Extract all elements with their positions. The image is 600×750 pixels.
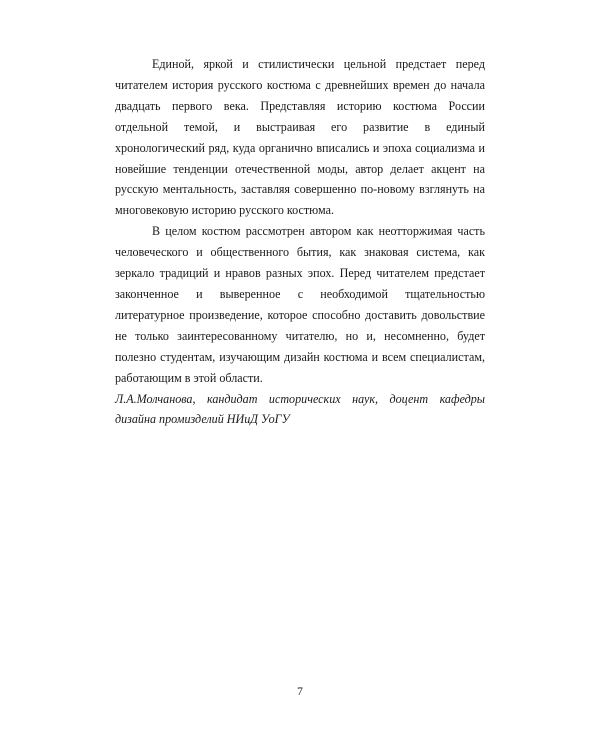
page-number: 7 [297, 686, 303, 698]
author-signature: Л.А.Молчанова, кандидат исторических наук, доцент кафедры дизайна промизделий НИиД УоГУ [115, 391, 485, 427]
paragraph-1: Единой, яркой и стилистически цельной предстает перед читателем история русского костюма с древнейших времен до начала двадцать первого века. Представляя историю костюма России отдельной темой, и выстраивая его развитие в единый хронологический ряд, куда органично вписались и эпоха социализма и новейшие тенденции отечественной моды, автор делает акцент на русскую ментальность, заставляя совершенно по-новому взглянуть на многовековую историю русского костюма. [115, 57, 485, 218]
review-text [115, 54, 485, 430]
paragraph-2: В целом костюм рассмотрен автором как неотторжимая часть человеческого и общественного бытия, как знаковая система, как зеркало традиций и нравов разных эпох. Перед читателем предстает законченное и выверенное с необходимой тщательностью литературное произведение, которое способно доставить довольствие не только заинтересованному читателю, но и, несомненно, будет полезно студентам, изучающим дизайн костюма и всем специалистам, работающим в этой области. [115, 224, 485, 385]
